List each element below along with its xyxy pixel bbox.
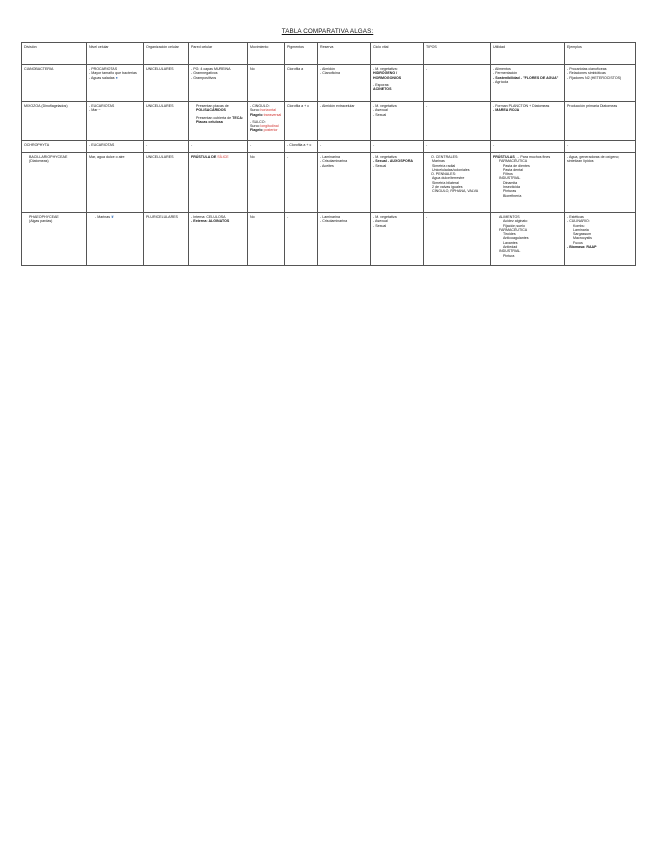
cell-division: OCHROPHYTA bbox=[22, 141, 87, 153]
header-cell: Utilidad bbox=[491, 43, 565, 65]
water-icon: ● bbox=[115, 75, 118, 80]
cell-pigmentos: Clorofila a + c bbox=[285, 102, 318, 141]
cell-pigmentos: - bbox=[285, 213, 318, 266]
cell-pared: • Presentan placas de POLISACÁRIDOS • Presentan cubierta de TECA: Placas celulosa bbox=[189, 102, 248, 141]
cell-pigmentos: Clorofila a bbox=[285, 65, 318, 102]
cell-movimiento: - bbox=[248, 141, 285, 153]
cell-ejemplos: - Procariotas cianofíceas - Relaciones simbióticas - Fijadores N2 (HETEROCISTOS) bbox=[565, 65, 636, 102]
cell-pared: - Interna: CELULOSA - Externa: ALGINATOS bbox=[189, 213, 248, 266]
cell-utilidad: - Forman PLANCTON + Diatomeas - MAREA ROJA bbox=[491, 102, 565, 141]
cell-reserva: - Almidón - Cianoficina bbox=[318, 65, 371, 102]
header-cell: Pigmentos bbox=[285, 43, 318, 65]
cell-tipos: - bbox=[424, 102, 491, 141]
cell-utilidad: ALIMENTOS Acidez alginato Fijación suelo FARMACÉUTICA Tiroides Anticoagulantes Laxantes Antiedad INDUSTRIAL Pintura bbox=[491, 213, 565, 266]
cell-movimiento: No bbox=[248, 65, 285, 102]
cell-tipos: - bbox=[424, 141, 491, 153]
cell-ejemplos: - Estéticas - CULINARIO: Kombu Laminaria Sargassum Macrocystis Fucus - Biomasa: RAAP bbox=[565, 213, 636, 266]
table-row bbox=[22, 213, 636, 266]
cell-nivel: Mar, agua dulce o aire bbox=[87, 153, 144, 213]
cell-ciclo: - M. vegetativa: HIDRÓGENO / HORMOGONIOS - Esporas: ACINETOS bbox=[371, 65, 424, 102]
cell-reserva: - bbox=[318, 141, 371, 153]
cell-organizacion: UNICELULARES bbox=[144, 65, 189, 102]
cell-ciclo: - M. vegetativa - Asexual - Sexual bbox=[371, 213, 424, 266]
cell-ciclo: - bbox=[371, 141, 424, 153]
cell-reserva: - Almidón extracelular bbox=[318, 102, 371, 141]
cell-pared: - PG: 4 capas MUREINA - Gramnegativos - Grampositivos bbox=[189, 65, 248, 102]
cell-organizacion: UNICELULARES bbox=[144, 102, 189, 141]
cell-ciclo: - M. vegetativa - Sexual - AUXOSPORA - Sexual bbox=[371, 153, 424, 213]
cell-organizacion: UNICELULARES bbox=[144, 153, 189, 213]
cell-division: MIXOZOA (Dinoflagelados) bbox=[22, 102, 87, 141]
header-cell: TIPOS bbox=[424, 43, 491, 65]
header-cell: Organización celular bbox=[144, 43, 189, 65]
cell-ejemplos: - bbox=[565, 141, 636, 153]
cell-nivel: - Marinas ❦ bbox=[87, 213, 144, 266]
table-row bbox=[22, 153, 636, 213]
header-cell: Pared celular bbox=[189, 43, 248, 65]
cell-ejemplos: - Agua, generadoras de oxígeno; sintetizan lípidos bbox=[565, 153, 636, 213]
cell-nivel: - EUCARIOTAS bbox=[87, 141, 144, 153]
table-header-row bbox=[22, 43, 636, 65]
seaweed-icon: ❦ bbox=[111, 215, 115, 219]
wave-icon: ~ bbox=[98, 108, 101, 113]
header-cell: Movimiento bbox=[248, 43, 285, 65]
comparison-table bbox=[21, 42, 636, 266]
cell-pigmentos: - bbox=[285, 153, 318, 213]
table-row bbox=[22, 65, 636, 102]
document-title: TABLA COMPARATIVA ALGAS: bbox=[281, 28, 374, 35]
cell-tipos: • O. CENTRALES: Marinas Simetría radial Uniceluladas/coloniales • O. PENNALES: Agua dulce/terrestre Simetría bilateral 2 de valvas iguales CÍNGULO, RPHANA, VALVA bbox=[424, 153, 491, 213]
header-cell: Reserva bbox=[318, 43, 371, 65]
cell-utilidad: FRÚSTULAS → Para muchos fines FARMACÉUTICA Pasta de dientes Pasta dental Filtros INDUSTRIAL Dinamita Insecticida Pinturas Biorefinería bbox=[491, 153, 565, 213]
cell-utilidad: - bbox=[491, 141, 565, 153]
cell-movimiento: - CINGULO: Surco horizontal Flagelo transversal - SULCO: Surco longitudinal Flagelo posterior bbox=[248, 102, 285, 141]
header-cell: Nivel celular bbox=[87, 43, 144, 65]
cell-movimiento: No bbox=[248, 153, 285, 213]
cell-division: • BACILLARIOPHYCEAE (Diatomeas) bbox=[22, 153, 87, 213]
cell-organizacion: - bbox=[144, 141, 189, 153]
cell-nivel: - PROCARIOTAS - Mayor tamaño que bacterias - Aguas saladas ● bbox=[87, 65, 144, 102]
cell-movimiento: No bbox=[248, 213, 285, 266]
table-row bbox=[22, 141, 636, 153]
cell-tipos: - bbox=[424, 65, 491, 102]
cell-reserva: - Laminarina - Crisolaminarina bbox=[318, 213, 371, 266]
header-cell: Ejemplos bbox=[565, 43, 636, 65]
cell-pared: FRÚSTULA DE SÍLICE bbox=[189, 153, 248, 213]
cell-ejemplos: Producción primaria Diatomeas bbox=[565, 102, 636, 141]
cell-ciclo: - M. vegetativa - Asexual - Sexual bbox=[371, 102, 424, 141]
cell-utilidad: - Alimentos - Fermentación - Sostenibilidad - "FLORES DE AGUA" - Agrícola bbox=[491, 65, 565, 102]
cell-organizacion: PLURICELULARES bbox=[144, 213, 189, 266]
cell-division: CIANOBACTERIA bbox=[22, 65, 87, 102]
header-cell: División bbox=[22, 43, 87, 65]
cell-reserva: - Laminarina - Crisolaminarina - Aceites bbox=[318, 153, 371, 213]
cell-tipos: - bbox=[424, 213, 491, 266]
table-row bbox=[22, 102, 636, 141]
header-cell: Ciclo vital bbox=[371, 43, 424, 65]
cell-nivel: - EUCARIOTAS - Mar ~ bbox=[87, 102, 144, 141]
cell-pared: - bbox=[189, 141, 248, 153]
cell-pigmentos: - Clorofila a + c bbox=[285, 141, 318, 153]
cell-division: • PHAEOPHYCEAE (Algas pardas) bbox=[22, 213, 87, 266]
